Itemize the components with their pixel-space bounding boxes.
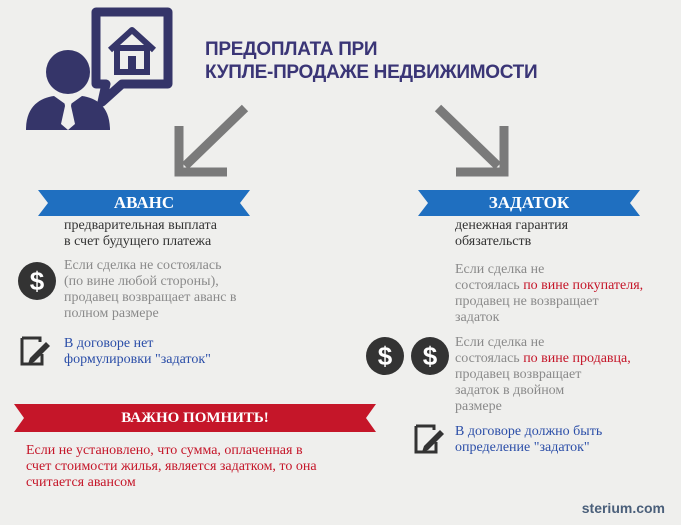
- seller-fault-highlight: по вине продавца,: [523, 351, 631, 366]
- watermark: sterium.com: [581, 500, 665, 516]
- contract-pen-icon: [412, 424, 446, 456]
- avans-return-rule: Если сделка не состоялась (по вине любой стороны), продавец возвращает аванс в полном размере: [64, 258, 237, 321]
- zadatok-description: денежная гарантия обязательств: [455, 218, 569, 249]
- avans-description: предварительная выплата в счет будущего платежа: [64, 218, 217, 249]
- arrow-down-right-icon: [428, 100, 518, 180]
- zadatok-label: ЗАДАТОК: [488, 193, 570, 212]
- zadatok-buyer-rule: Если сделка не состоялась по вине покупателя, продавец не возвращает задаток: [455, 262, 644, 325]
- zadatok-seller-rule: Если сделка не состоялась по вине продавца, продавец возвращает задаток в двойном размере: [455, 335, 631, 414]
- zadatok-contract-note: В договоре должно быть определение "задаток": [455, 424, 603, 455]
- dollar-coin-icon: $: [411, 337, 449, 375]
- dollar-coin-icon: $: [366, 337, 404, 375]
- dollar-coin-icon: $: [18, 262, 56, 300]
- important-note: Если не установлено, что сумма, оплаченная в счет стоимости жилья, является задатком, то она считается авансом: [26, 443, 317, 490]
- avans-label: АВАНС: [113, 193, 175, 212]
- contract-pen-icon: [18, 336, 52, 368]
- avans-contract-note: В договоре нет формулировки "задаток": [64, 336, 211, 367]
- important-label: ВАЖНО ПОМНИТЬ!: [121, 410, 269, 426]
- arrow-down-left-icon: [165, 100, 255, 180]
- realtor-person-icon: [18, 6, 178, 136]
- page-title: ПРЕДОПЛАТА ПРИ КУПЛЕ-ПРОДАЖЕ НЕДВИЖИМОСТИ: [205, 39, 538, 83]
- buyer-fault-highlight: по вине покупателя,: [523, 278, 644, 293]
- house-speech-bubble-icon: [110, 30, 154, 72]
